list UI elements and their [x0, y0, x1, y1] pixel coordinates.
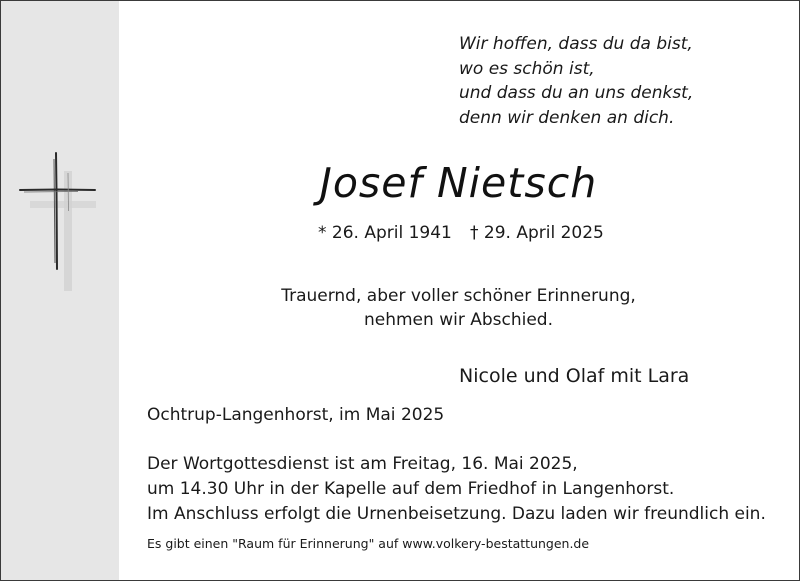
mourning-line: Trauernd, aber voller schöner Erinnerung,: [281, 286, 636, 306]
mourning-line: nehmen wir Abschied.: [363, 310, 553, 330]
service-line: um 14.30 Uhr in der Kapelle auf dem Friedhof in Langenhorst.: [147, 479, 675, 499]
poem-line: wo es schön ist,: [459, 58, 595, 79]
poem-line: denn wir denken an dich.: [459, 107, 675, 128]
death-date: † 29. April 2025: [470, 223, 604, 243]
mourning-text: [1, 284, 800, 332]
footer-note: Es gibt einen "Raum für Erinnerung" auf www.volkery-bestattungen.de: [147, 536, 590, 551]
deceased-name: Josef Nietsch: [319, 159, 598, 207]
poem-line: Wir hoffen, dass du da bist,: [459, 34, 693, 54]
poem: [459, 32, 693, 130]
birth-date: * 26. April 1941: [318, 223, 452, 243]
service-info: [147, 452, 766, 527]
service-line: Im Anschluss erfolgt die Urnenbeisetzung. Dazu laden wir freundlich ein.: [147, 504, 766, 524]
poem-line: und dass du an uns denkst,: [459, 83, 694, 103]
service-line: Der Wortgottesdienst ist am Freitag, 16. Mai 2025,: [147, 454, 578, 474]
signers: Nicole und Olaf mit Lara: [459, 365, 690, 387]
place-date: Ochtrup-Langenhorst, im Mai 2025: [147, 405, 445, 425]
